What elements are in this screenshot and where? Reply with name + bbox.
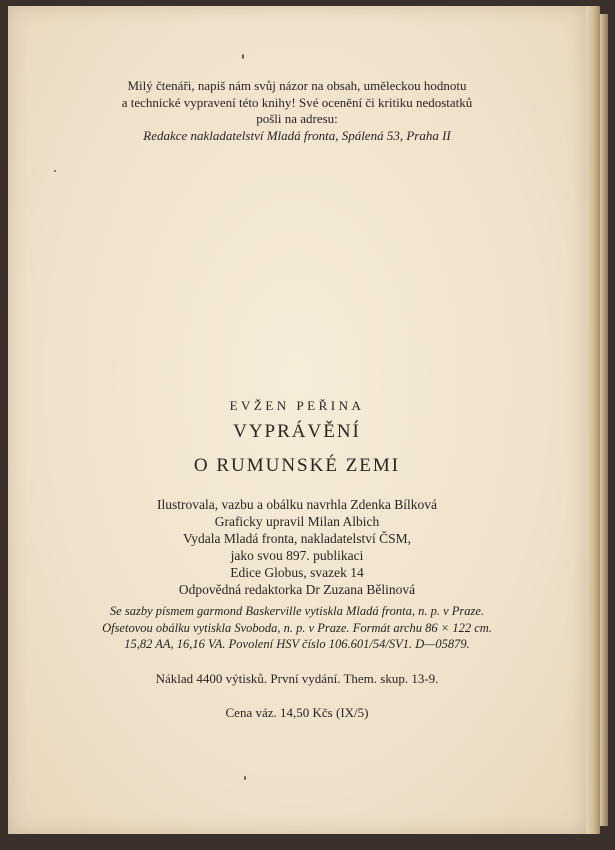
credit-line: Ilustrovala, vazbu a obálku navrhla Zdenka Bílková — [156, 497, 438, 512]
book-title-line-1: VYPRÁVĚNÍ — [233, 421, 361, 442]
edition-info: Náklad 4400 výtisků. První vydání. Them. skup. 13-9. — [155, 671, 439, 686]
book-title-line-2: O RUMUNSKÉ ZEMI — [193, 455, 401, 476]
credits-block — [8, 496, 586, 598]
printing-line: Se sazby písmem garmond Baskerville vytiskla Mladá fronta, n. p. v Praze. — [109, 604, 485, 618]
notice-line: pošli na adresu: — [256, 111, 338, 126]
paper-speck — [244, 776, 246, 780]
page-edge-shadow — [600, 14, 608, 826]
notice-line: a technické vypravení této knihy! Své ocenění či kritiku nedostatků — [121, 94, 473, 110]
credit-line: Vydala Mladá fronta, nakladatelství ČSM, — [183, 531, 411, 546]
paper-speck — [242, 54, 244, 59]
reader-notice — [8, 78, 586, 144]
credit-line: Graficky upravil Milan Albich — [214, 514, 380, 529]
author-name: EVŽEN PEŘINA — [229, 398, 365, 413]
credit-line: Odpovědná redaktorka Dr Zuzana Bělinová — [178, 582, 416, 597]
page-edge — [586, 6, 600, 834]
printing-details — [8, 603, 586, 653]
paper-speck — [54, 170, 56, 172]
credit-line: Edice Globus, svazek 14 — [230, 565, 364, 580]
price-info: Cena váz. 14,50 Kčs (IX/5) — [225, 705, 369, 720]
printing-line: Ofsetovou obálku vytiskla Svoboda, n. p. v Praze. Formát archu 86 × 122 cm. — [102, 620, 492, 635]
notice-line: Milý čtenáři, napiš nám svůj názor na obsah, uměleckou hodnotu — [127, 78, 467, 93]
publisher-address: Redakce nakladatelství Mladá fronta, Spálená 53, Praha II — [143, 127, 451, 143]
printing-line: 15,82 AA, 16,16 VA. Povolení HSV číslo 106.601/54/SV1. D—05879. — [124, 637, 470, 651]
credit-line: jako svou 897. publikaci — [230, 548, 364, 563]
book-page — [8, 6, 586, 834]
